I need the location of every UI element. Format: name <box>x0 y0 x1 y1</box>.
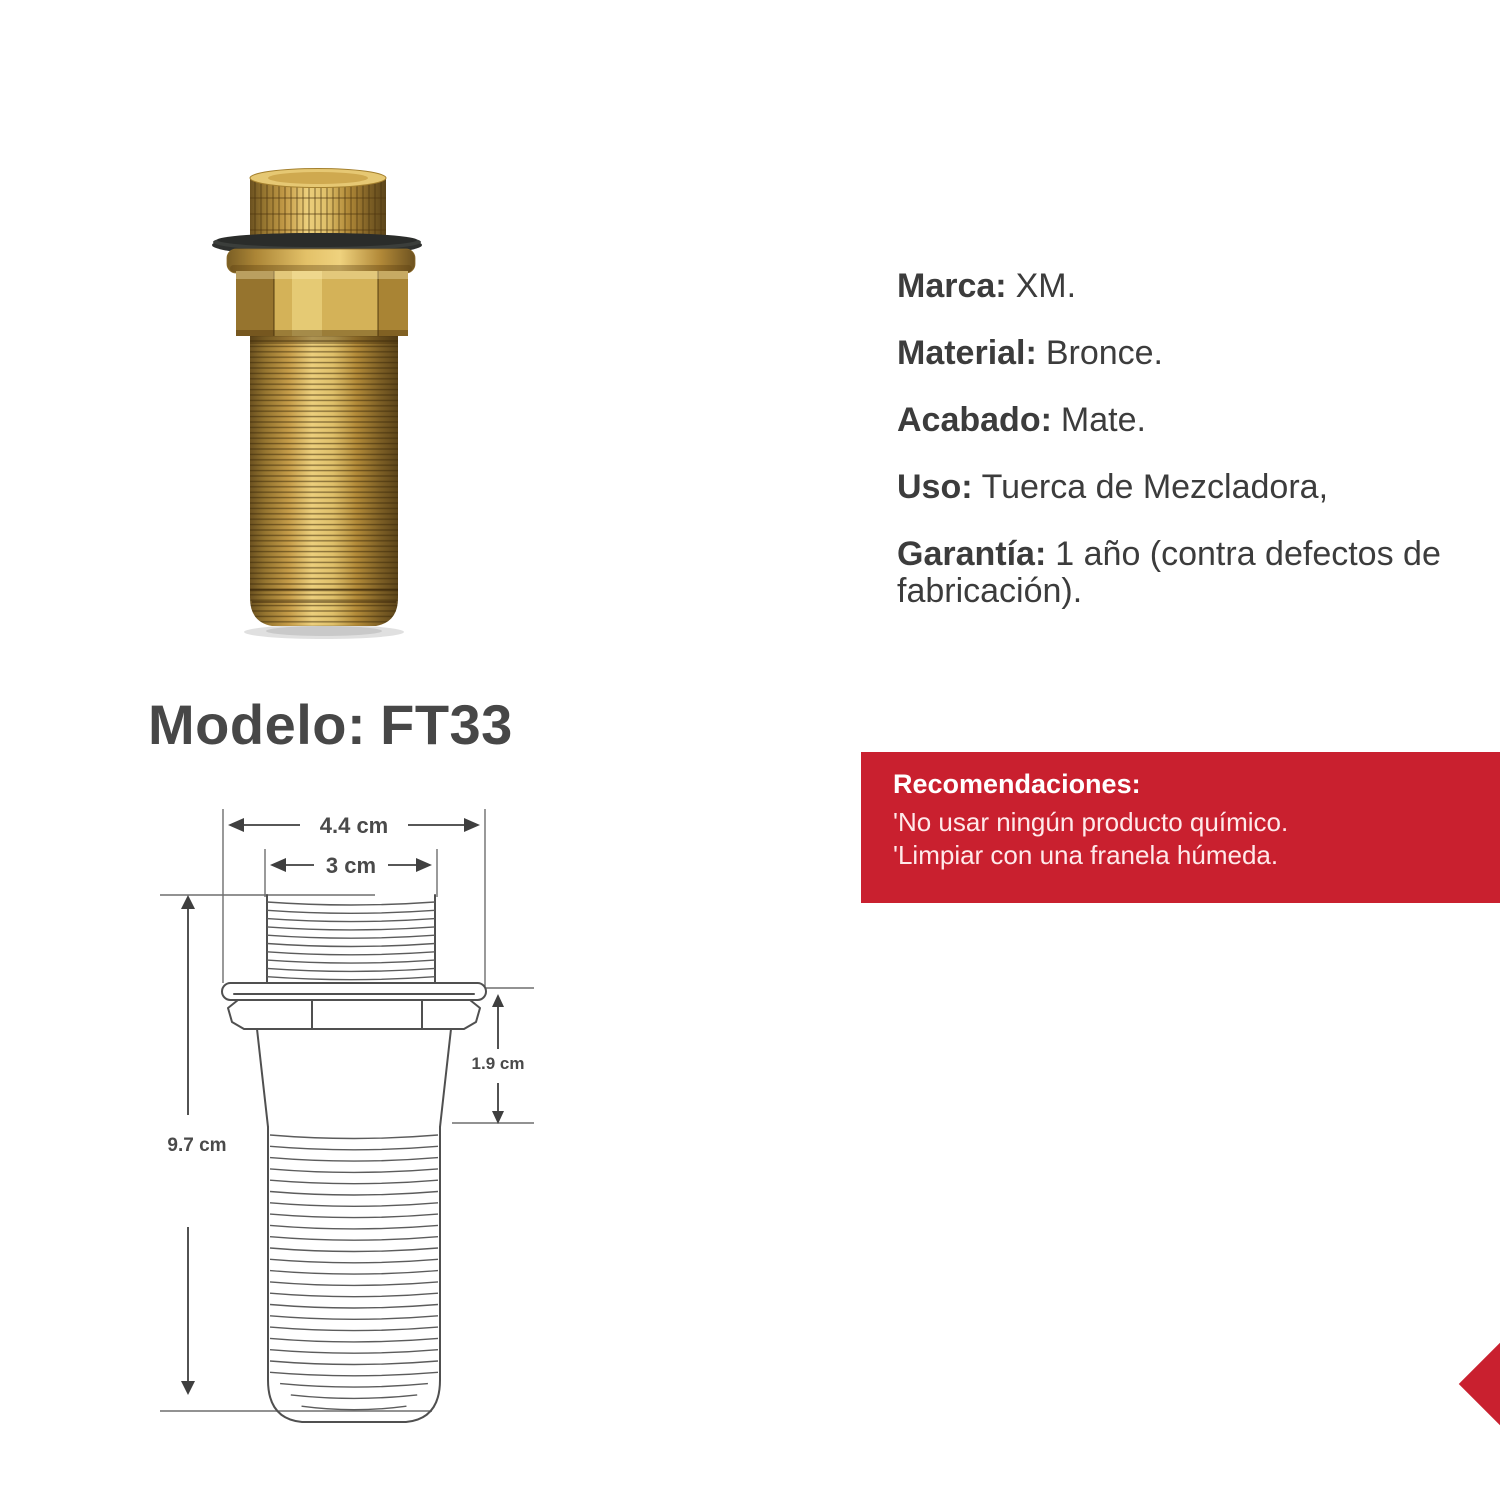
spec-row-acabado <box>897 402 1497 439</box>
spec-label: Material: <box>897 334 1037 372</box>
photo-hex-nut <box>236 271 408 336</box>
diagram-hex-nut <box>228 1000 480 1029</box>
spec-label: Acabado: <box>897 401 1052 439</box>
model-label: Modelo: <box>148 693 367 756</box>
spec-list <box>897 268 1497 640</box>
photo-flange <box>227 249 415 273</box>
spec-value: 1 año (contra defectos de fabricación). <box>897 535 1441 610</box>
dim-total-height-label: 9.7 cm <box>167 1135 227 1156</box>
corner-diamond-accent <box>1459 1339 1500 1430</box>
dimension-collar-height <box>472 994 525 1124</box>
spec-row-uso <box>897 469 1497 506</box>
spec-label: Marca: <box>897 267 1007 305</box>
diagram-shaft <box>257 1029 451 1422</box>
recommendation-item: 'Limpiar con una franela húmeda. <box>893 840 1279 870</box>
technical-diagram <box>150 795 550 1455</box>
spec-row-material <box>897 335 1497 372</box>
diagram-extension-lines <box>160 809 534 1411</box>
recommendations-title: Recomendaciones: <box>893 769 1141 799</box>
product-photo <box>180 150 460 650</box>
dim-inner-width-label: 3 cm <box>325 853 377 878</box>
dimension-total-height <box>167 895 226 1395</box>
spec-row-marca <box>897 268 1497 305</box>
spec-value: Tuerca de Mezcladora, <box>981 468 1329 506</box>
dimension-outer-width <box>228 813 480 838</box>
dim-collar-height-label: 1.9 cm <box>471 1054 525 1073</box>
spec-value: Mate. <box>1060 401 1146 439</box>
spec-label: Uso: <box>897 468 973 506</box>
spec-value: XM. <box>1015 267 1077 305</box>
dimension-inner-width <box>270 853 432 878</box>
diagram-upper-thread <box>267 895 435 985</box>
spec-row-garantia <box>897 536 1497 610</box>
diagram-flange <box>222 983 486 1000</box>
recommendation-item: 'No usar ningún producto químico. <box>893 807 1289 837</box>
recommendations-box <box>861 752 1500 903</box>
model-heading <box>148 692 513 757</box>
dim-outer-width-label: 4.4 cm <box>319 813 389 838</box>
model-value: FT33 <box>380 693 513 756</box>
spec-label: Garantía: <box>897 535 1047 573</box>
spec-value: Bronce. <box>1045 334 1164 372</box>
photo-threaded-shaft <box>244 336 404 639</box>
